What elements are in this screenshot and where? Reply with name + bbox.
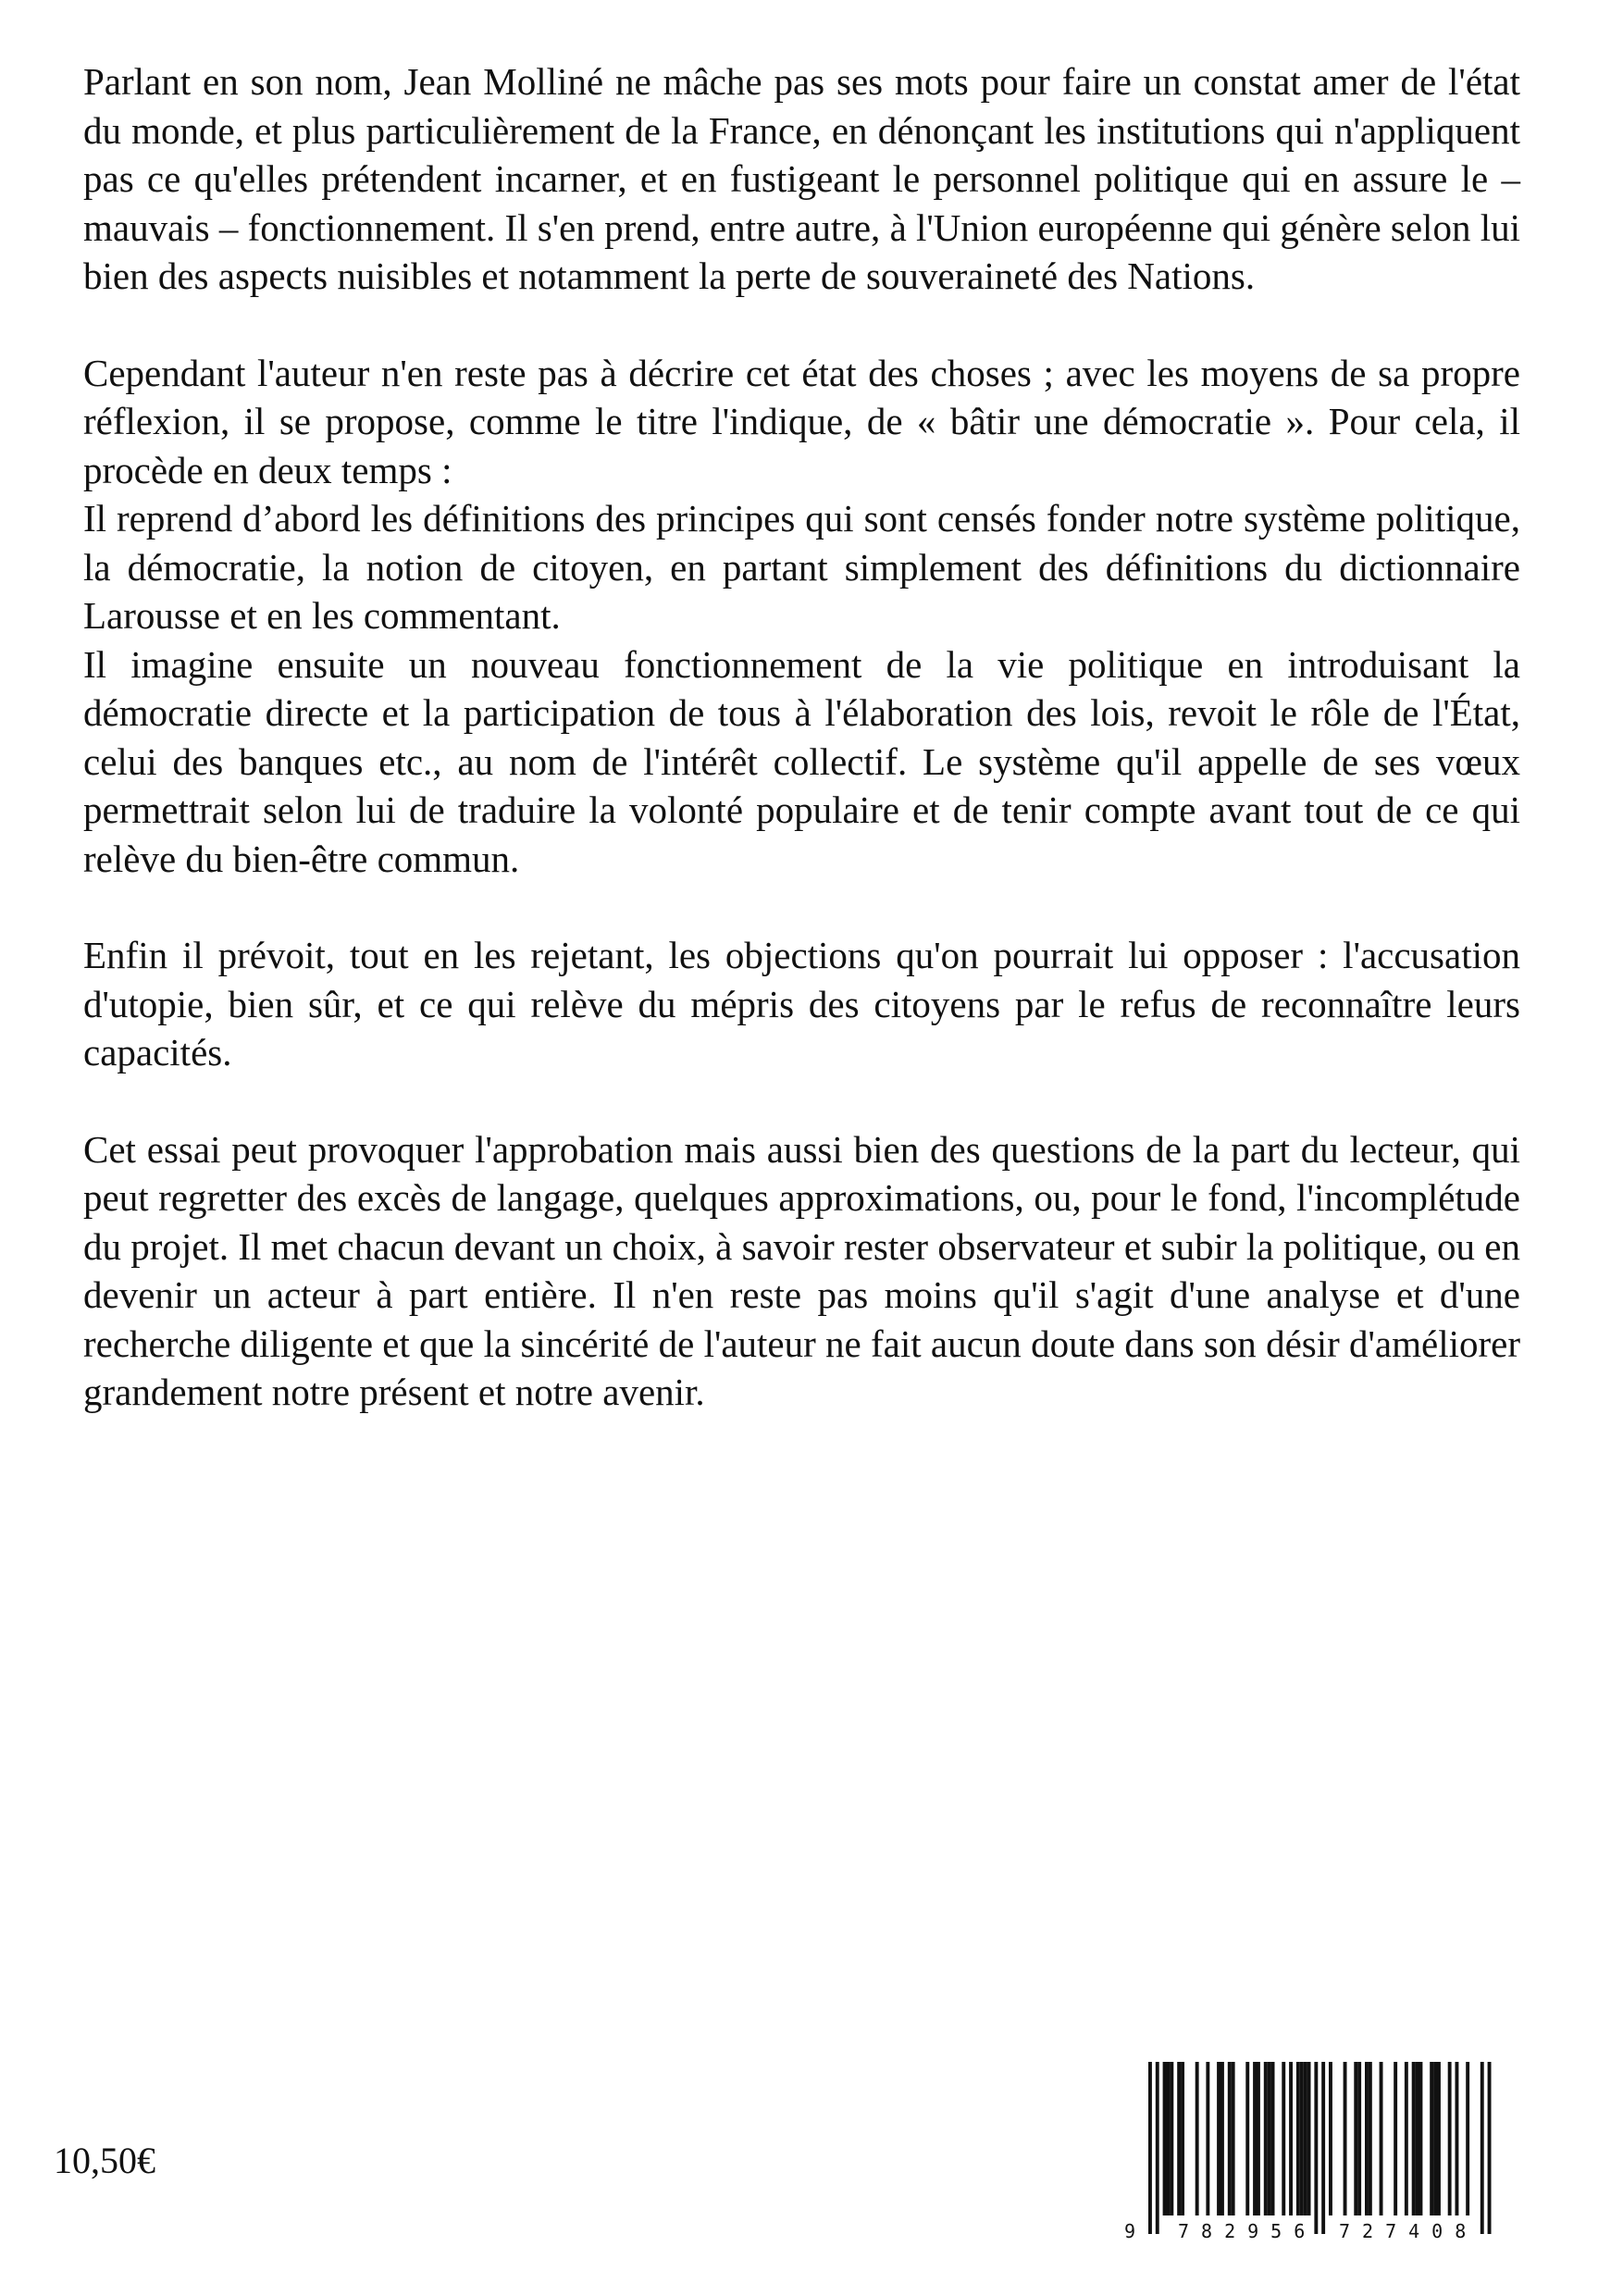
barcode-bar (1264, 2062, 1268, 2215)
barcode-bar (1217, 2062, 1220, 2215)
barcode-digits-left: 782956 (1178, 2220, 1318, 2242)
barcode-bar (1181, 2062, 1184, 2215)
barcode-guard-bar (1148, 2062, 1152, 2234)
barcode-bar (1448, 2062, 1452, 2215)
barcode-bar (1253, 2062, 1257, 2215)
barcode-bar (1271, 2062, 1275, 2215)
paragraph-conclusion: Cet essai peut provoquer l'approbation mais aussi bien des questions de la part du lecteur, qui peut regretter des excès de langage, quelques approximations, ou, pour le fond, l'incomplétude du projet. Il met chacun devant un choix, à savoir rester observateur et subir la politique, ou en devenir un acteur à part entière. Il n'en reste pas moins qu'il s'agit d'une analyse et d'une recherche diligente et que la sincérité de l'auteur ne fait aucun doute dans son désir d'améliorer grandement notre présent et notre avenir. (83, 1127, 1520, 1413)
barcode-guard-bar (1321, 2062, 1325, 2234)
barcode-guard-bar (1314, 2062, 1318, 2234)
barcode-bar (1170, 2062, 1173, 2215)
barcode-bar (1304, 2062, 1307, 2215)
barcode-bar (1300, 2062, 1304, 2215)
barcode-bar (1167, 2062, 1171, 2215)
barcode-bar (1220, 2062, 1224, 2215)
isbn-barcode (1111, 2056, 1518, 2243)
barcode-bar (1196, 2062, 1199, 2215)
barcode-bar (1394, 2062, 1397, 2215)
barcode-bar (1416, 2062, 1419, 2215)
barcode-bar (1433, 2062, 1437, 2215)
paragraph-approach: Cependant l'auteur n'en reste pas à décrire cet état des choses ; avec les moyens de sa propre réflexion, il se propose, comme le titre l'indique, de « bâtir une démocratie ». Pour cela, il procède en deux temps : (83, 351, 1520, 491)
paragraph-definitions: Il reprend d’abord les définitions des principes qui sont censés fonder notre système politique, la démocratie, la notion de citoyen, en partant simplement des définitions du dictionnaire Larousse et en les commentant. (83, 497, 1520, 637)
barcode-bar (1307, 2062, 1311, 2215)
back-cover-text (83, 57, 1520, 1417)
barcode-bar (1354, 2062, 1357, 2215)
paragraph-spacer (83, 301, 1520, 349)
barcode-bar (1430, 2062, 1433, 2215)
barcode-bar (1289, 2062, 1293, 2215)
paragraph-spacer (83, 883, 1520, 931)
barcode-bar (1365, 2062, 1369, 2215)
barcode-bar (1466, 2062, 1469, 2215)
paragraph-objections: Enfin il prévoit, tout en les rejetant, les objections qu'on pourrait lui opposer : l'accusation d'utopie, bien sûr, et ce qui relève du mépris des citoyens par le refus de reconnaître leurs capacités. (83, 934, 1520, 1074)
barcode-bar (1228, 2062, 1232, 2215)
barcode-bar (1357, 2062, 1361, 2215)
barcode-bar (1282, 2062, 1285, 2215)
barcode-bar (1344, 2062, 1347, 2215)
barcode-bar (1419, 2062, 1423, 2215)
barcode-bar (1329, 2062, 1332, 2215)
barcode-guard-bar (1156, 2062, 1159, 2234)
barcode-bar (1177, 2062, 1181, 2215)
paragraph-intro: Parlant en son nom, Jean Molliné ne mâche pas ses mots pour faire un constat amer de l'état du monde, et plus particulièrement de la France, en dénonçant les institutions qui n'appliquent pas ce qu'elles prétendent incarner, et en fustigeant le personnel politique qui en assure le – mauvais – fonctionnement. Il s'en prend, entre autre, à l'Union européenne qui génère selon lui bien des aspects nuisibles et notamment la perte de souveraineté des Nations. (83, 60, 1520, 297)
barcode-graphic (1111, 2056, 1518, 2243)
paragraph-spacer (83, 1077, 1520, 1125)
barcode-bar (1206, 2062, 1209, 2215)
price-label: 10,50€ (54, 2140, 155, 2181)
barcode-bar (1437, 2062, 1441, 2215)
barcode-bar (1268, 2062, 1271, 2215)
barcode-bar (1245, 2062, 1249, 2215)
barcode-bar (1405, 2062, 1408, 2215)
barcode-digit-first: 9 (1124, 2220, 1136, 2242)
barcode-bar (1296, 2062, 1300, 2215)
barcode-bar (1456, 2062, 1459, 2215)
barcode-bar (1232, 2062, 1235, 2215)
barcode-bar (1412, 2062, 1416, 2215)
barcode-bar (1257, 2062, 1260, 2215)
barcode-guard-bar (1481, 2062, 1484, 2234)
barcode-digits-right: 727408 (1339, 2220, 1479, 2242)
paragraph-new-system: Il imagine ensuite un nouveau fonctionnement de la vie politique en introduisant la démocratie directe et la participation de tous à l'élaboration des lois, revoit le rôle de l'État, celui des banques etc., au nom de l'intérêt collectif. Le système qu'il appelle de ses vœux permettrait selon lui de traduire la volonté populaire et de tenir compte avant tout de ce qui relève du bien-être commun. (83, 642, 1520, 880)
barcode-bar (1380, 2062, 1383, 2215)
barcode-guard-bar (1488, 2062, 1492, 2234)
barcode-bar (1163, 2062, 1167, 2215)
barcode-bar (1369, 2062, 1372, 2215)
